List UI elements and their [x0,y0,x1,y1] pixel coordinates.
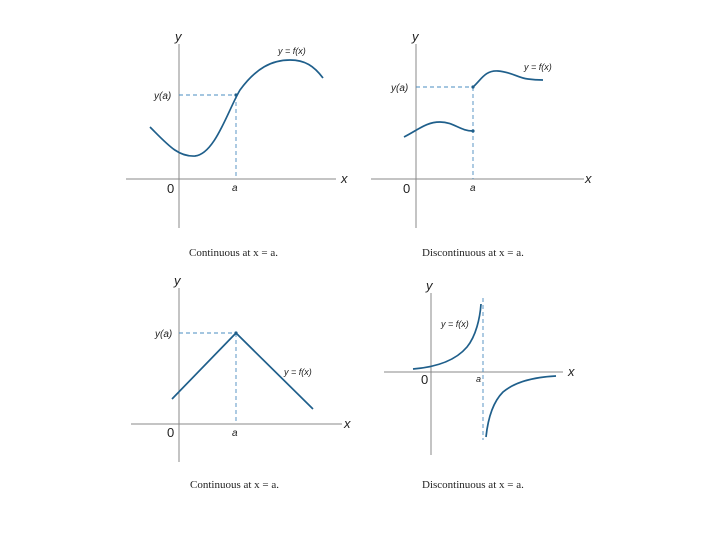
point-a-dot [234,331,237,334]
point-a-label: a [232,183,238,194]
y-axis-label: y [426,278,433,293]
panel-continuous-corner [131,273,351,491]
left-branch [413,304,481,369]
origin-label: 0 [167,181,175,196]
curve-label: y = f(x) [278,46,306,56]
origin-label: 0 [421,372,429,387]
curve-label: y = f(x) [524,62,552,72]
panel-continuous-smooth [126,29,348,259]
y-value-label: y(a) [391,83,409,94]
caption: Continuous at x = a. [189,247,279,259]
caption: Discontinuous at x = a. [422,247,524,259]
right-branch [486,376,556,437]
panel-jump-discontinuity [371,29,592,259]
point-a-label: a [476,374,482,384]
y-axis-label: y [175,29,182,44]
curve-label: y = f(x) [441,319,469,329]
x-axis-label: x [585,171,592,186]
x-axis-label: x [568,364,575,379]
y-axis-label: y [412,29,419,44]
point-a-dot [471,85,474,88]
point-a-dot [234,93,237,96]
caption: Continuous at x = a. [190,479,280,491]
left-branch [404,122,473,137]
origin-label: 0 [403,181,411,196]
x-axis-label: x [344,416,351,431]
point-a-label: a [232,428,238,439]
point-a-label: a [470,183,476,194]
curve-label: y = f(x) [284,367,312,377]
y-axis-label: y [174,273,181,288]
panel-infinite-discontinuity [384,278,575,491]
y-value-label: y(a) [155,329,173,340]
left-limit-dot [471,129,474,132]
right-branch [473,71,543,87]
origin-label: 0 [167,425,175,440]
x-axis-label: x [341,171,348,186]
caption: Discontinuous at x = a. [422,479,524,491]
y-value-label: y(a) [154,91,172,102]
smooth-curve [150,60,323,156]
